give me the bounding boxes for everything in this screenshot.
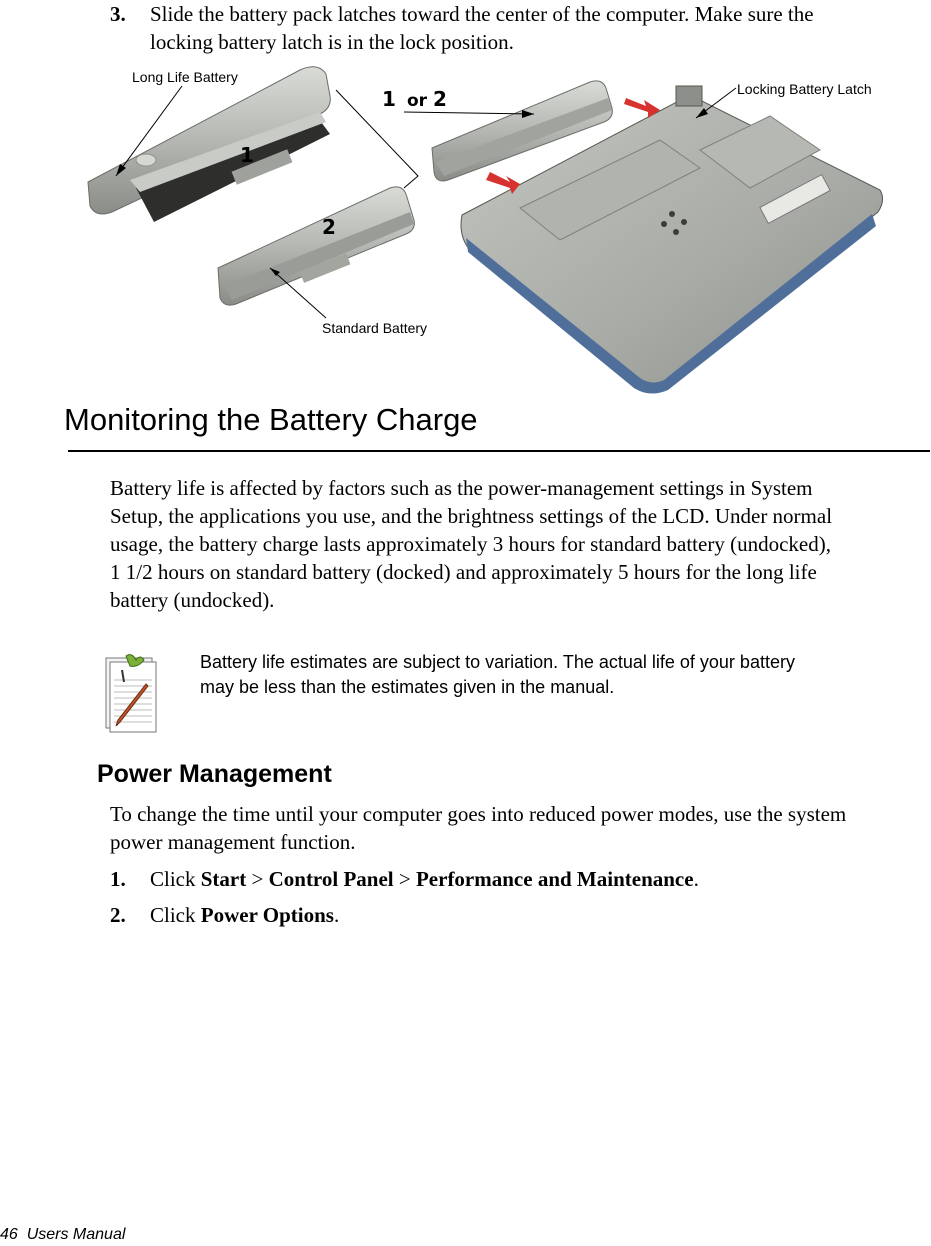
page-footer [0,1226,125,1244]
step-text-line-1: Slide the battery pack latches toward the center of the computer. Make sure the [150,2,814,26]
step-text-line-2: locking battery latch is in the lock position. [150,30,514,54]
battery-life-paragraph [110,474,930,614]
menu-performance-maintenance: Performance and Maintenance [415,867,694,891]
paragraph-line: battery (undocked). [110,588,275,612]
battery-installation-figure [0,0,931,400]
paragraph-line: power management function. [110,830,356,854]
paragraph-line: usage, the battery charge lasts approximately 3 hours for standard battery (undocked), [110,532,831,556]
heading-rule [68,450,930,452]
marker-choice-a: 1 [382,87,396,111]
marker-choice-or: or [407,91,428,111]
step-number: 1. [110,867,126,891]
note-pencil-icon [100,652,162,734]
note-text [200,650,795,700]
standard-battery-image [218,187,414,305]
marker-long-life: 1 [240,143,254,167]
label-long-life-battery: Long Life Battery [132,69,238,85]
paragraph-line: Battery life is affected by factors such as the power-management settings in System [110,476,813,500]
section-heading: Monitoring the Battery Charge [64,402,478,437]
power-paragraph [110,800,930,856]
paragraph-line: To change the time until your computer goes into reduced power modes, use the system [110,802,847,826]
manual-title: Users Manual [26,1226,126,1243]
marker-choice-b: 2 [433,87,447,111]
label-standard-battery: Standard Battery [322,320,428,336]
step-text: Click Start > Control Panel > Performance and Maintenance. [150,867,699,891]
marker-standard: 2 [322,215,336,239]
note-line: Battery life estimates are subject to variation. The actual life of your battery [200,652,795,672]
long-life-battery-image [88,67,330,222]
label-locking-battery-latch: Locking Battery Latch [737,81,872,97]
step-number: 2. [110,903,126,927]
page-number: 46 [0,1226,18,1243]
step-number: 3. [110,2,126,26]
menu-start: Start [200,867,247,891]
menu-power-options: Power Options [200,903,334,927]
paragraph-line: 1 1/2 hours on standard battery (docked) and approximately 5 hours for the long life [110,560,817,584]
bracket-lines [336,90,418,188]
note-line: may be less than the estimates given in the manual. [200,677,615,697]
paragraph-line: Setup, the applications you use, and the brightness settings of the LCD. Under normal [110,504,833,528]
step-text: Click Power Options. [150,903,340,927]
menu-control-panel: Control Panel [268,867,394,891]
subsection-heading: Power Management [97,760,332,788]
